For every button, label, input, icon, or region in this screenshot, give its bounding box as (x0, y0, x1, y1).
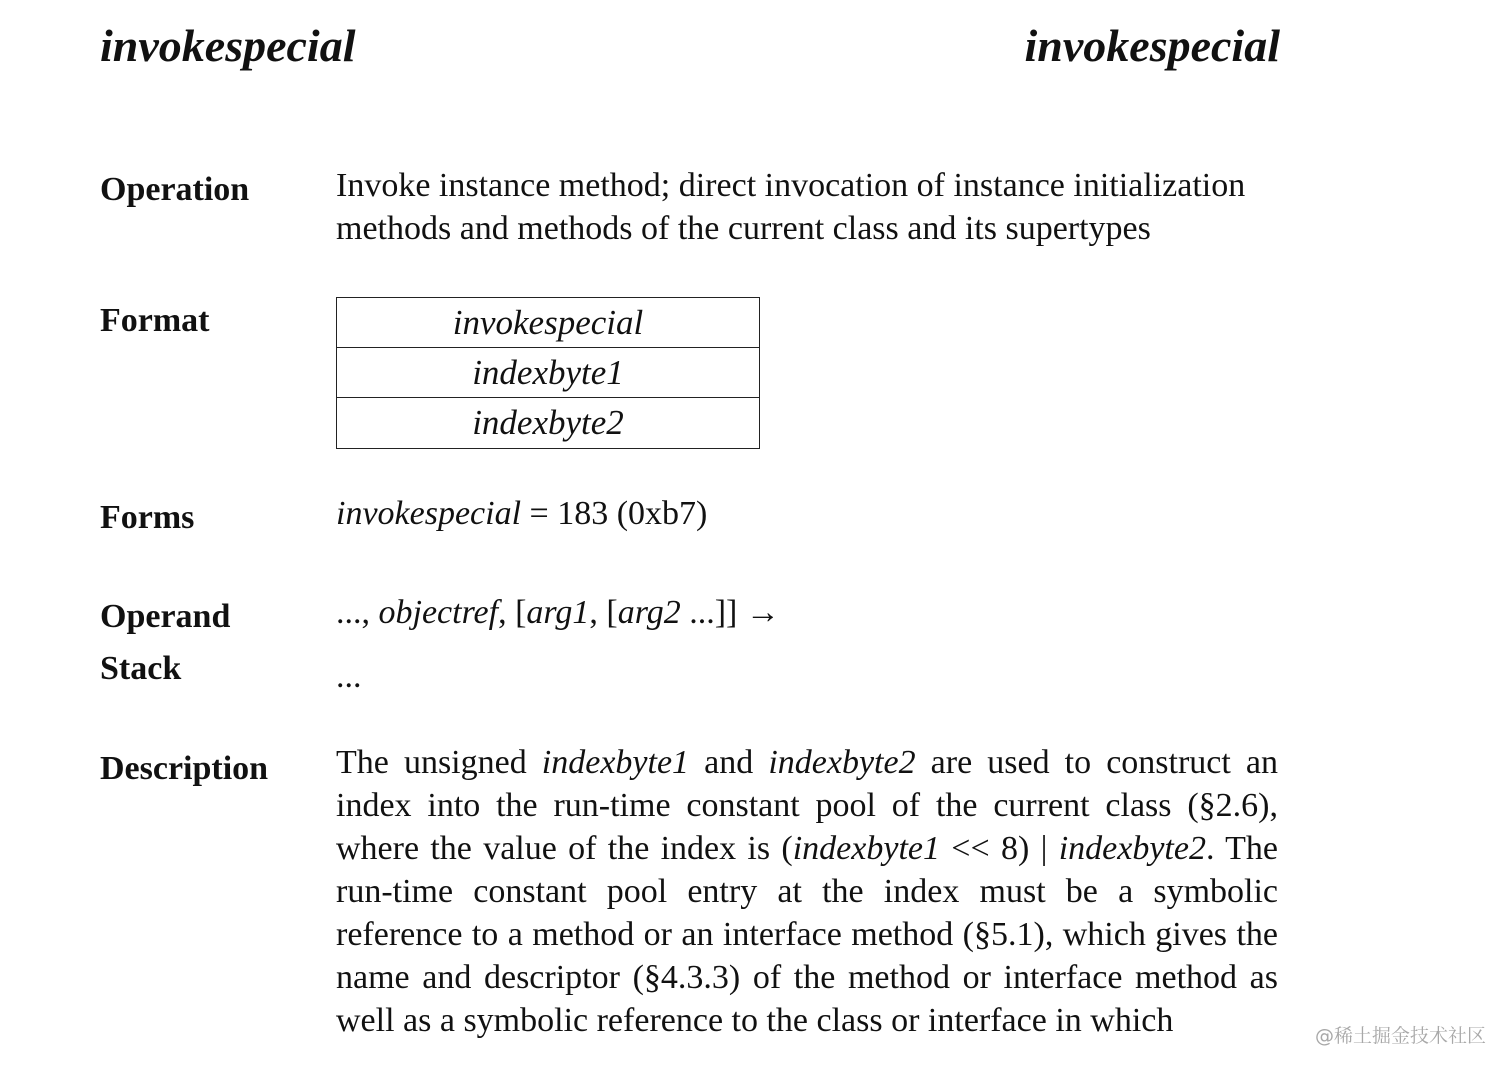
desc-part-g: << 8) | (940, 830, 1059, 867)
stack-suffix: ...]] → (680, 594, 780, 631)
forms-text (336, 492, 1278, 535)
watermark: @稀土掘金技术社区 (1314, 1025, 1486, 1047)
desc-part-i: . The run-time constant pool entry at the index must be a symbolic reference to a method or an interface method (§5.1), which gives the name and descriptor (§4.3.3) of the method or interface method as well as a symbolic reference to the class or interface in which (336, 830, 1278, 1039)
desc-part-a: The unsigned (336, 744, 542, 781)
stack-prefix: ..., (336, 594, 379, 631)
forms-label: Forms (100, 499, 195, 536)
operation-text (336, 164, 1278, 250)
forms-opcode-name: invokespecial (336, 495, 522, 532)
format-row-indexbyte2: indexbyte2 (472, 403, 624, 442)
stack-arg2: arg2 (617, 594, 681, 631)
format-table (336, 297, 760, 449)
header-title-left: invokespecial (100, 20, 356, 71)
operation-line-1: Invoke instance method; direct invocation of instance initialization (336, 167, 1246, 204)
format-label: Format (100, 302, 210, 339)
desc-indexbyte2: indexbyte2 (768, 744, 916, 781)
operand-stack-label-line-1: Operand (100, 598, 231, 635)
stack-sep-2: , [ (589, 594, 618, 631)
desc-part-c: and (689, 744, 769, 781)
forms-opcode-value: = 183 (0xb7) (521, 495, 708, 532)
operand-stack-label-line-2: Stack (100, 650, 182, 687)
stack-arg1: arg1 (526, 594, 590, 631)
operand-stack-after: ... (336, 658, 362, 695)
stack-objectref: objectref (378, 594, 499, 631)
operand-stack-before (336, 591, 1278, 634)
format-row-opcode: invokespecial (337, 298, 759, 348)
format-row-indexbyte1: indexbyte1 (337, 348, 759, 398)
description-label: Description (100, 750, 269, 787)
desc-part-e: are used to construct an index into the run-time constant pool of the current class (§2.6), where the value of the index is ( (336, 744, 1278, 867)
desc-indexbyte2-expr: indexbyte2 (1058, 830, 1206, 867)
operation-line-2: methods and methods of the current class and its supertypes (336, 210, 1151, 247)
header-title-right: invokespecial (1024, 20, 1280, 71)
operand-stack-label (100, 591, 230, 695)
description-text (336, 741, 1278, 1042)
desc-indexbyte1: indexbyte1 (541, 744, 690, 781)
desc-indexbyte1-expr: indexbyte1 (792, 830, 940, 867)
stack-sep-1: , [ (498, 594, 527, 631)
operation-label: Operation (100, 171, 250, 208)
